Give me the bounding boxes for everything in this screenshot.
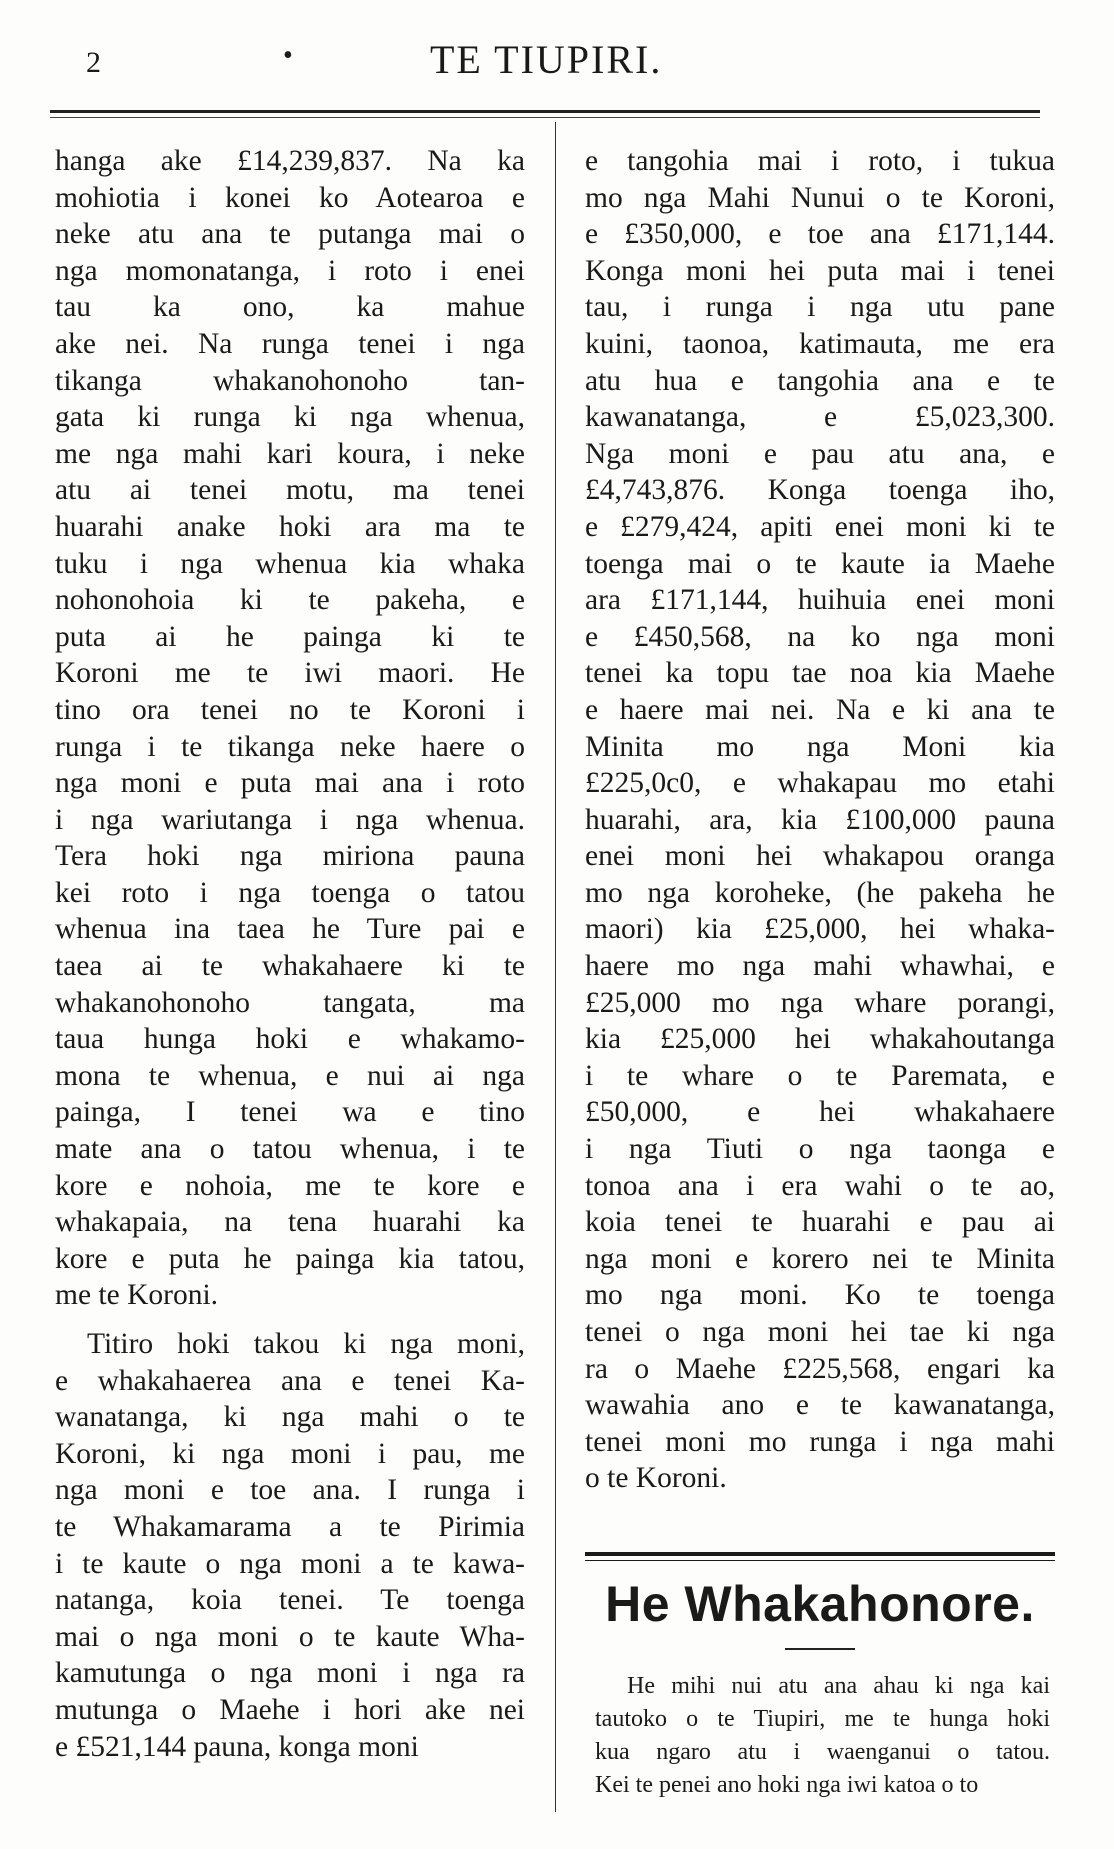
notice-line: tautoko o te Tiupiri, me te hunga hoki xyxy=(595,1706,1050,1732)
text-line: mo nga Mahi Nunui o te Koroni, xyxy=(585,181,1055,214)
text-line: tonoa ana i era wahi o te ao, xyxy=(585,1169,1055,1202)
text-line: tino ora tenei no te Koroni i xyxy=(55,693,525,726)
left-column xyxy=(55,143,525,1765)
text-line: kamutunga o nga moni i nga ra xyxy=(55,1657,525,1690)
text-line: i te kaute o nga moni a te kawa- xyxy=(55,1547,525,1580)
text-line: neke atu ana te putanga mai o xyxy=(55,218,525,251)
text-line: Titiro hoki takou ki nga moni, xyxy=(87,1328,525,1360)
text-line: nga moni e korero nei te Minita xyxy=(585,1242,1055,1275)
text-line: mai o nga moni o te kaute Wha- xyxy=(55,1620,525,1653)
text-line: ake nei. Na runga tenei i nga xyxy=(55,327,525,360)
text-line: taea ai te whakahaere ki te xyxy=(55,950,525,983)
text-line: Koroni me te iwi maori. He xyxy=(55,657,525,690)
text-line: e £521,144 pauna, konga moni xyxy=(55,1730,419,1763)
text-line: haere mo nga mahi whawhai, e xyxy=(585,950,1055,983)
text-line: tikanga whakanohonoho tan- xyxy=(55,364,525,397)
text-line: taua hunga hoki e whakamo- xyxy=(55,1023,525,1056)
text-line: me te Koroni. xyxy=(55,1279,219,1312)
text-line: whenua ina taea he Ture pai e xyxy=(55,913,525,946)
text-line: maori) kia £25,000, hei whaka- xyxy=(585,913,1055,946)
text-line: £4,743,876. Konga toenga iho, xyxy=(585,474,1055,507)
text-line: tenei moni mo runga i nga mahi xyxy=(585,1425,1055,1458)
text-line: runga i te tikanga neke haere o xyxy=(55,730,525,763)
text-line: tenei ka topu tae noa kia Maehe xyxy=(585,657,1055,690)
left-paragraph-1 xyxy=(55,143,525,1314)
text-line: mona te whenua, e nui ai nga xyxy=(55,1059,525,1092)
running-title: TE TIUPIRI. xyxy=(430,37,663,82)
text-line: i te whare o te Paremata, e xyxy=(585,1059,1055,1092)
notice-line: He mihi nui atu ana ahau ki nga kai xyxy=(627,1673,1050,1699)
text-line: nga moni e toe ana. I runga i xyxy=(55,1474,525,1507)
text-line: Koroni, ki nga moni i pau, me xyxy=(55,1437,525,1470)
text-line: nga moni e puta mai ana i roto xyxy=(55,767,525,800)
text-line: mohiotia i konei ko Aotearoa e xyxy=(55,181,525,214)
text-line: kore e nohoia, me te kore e xyxy=(55,1169,525,1202)
text-line: i nga Tiuti o nga taonga e xyxy=(585,1133,1055,1166)
text-line: £50,000, e hei whakahaere xyxy=(585,1096,1055,1129)
text-line: gata ki runga ki nga whenua, xyxy=(55,401,525,434)
header-bullet: • xyxy=(283,40,293,71)
text-line: enei moni hei whakapou oranga xyxy=(585,840,1055,873)
text-line: tenei o nga moni hei tae ki nga xyxy=(585,1316,1055,1348)
text-line: e tangohia mai i roto, i tukua xyxy=(585,145,1055,177)
text-line: wawahia ano e te kawanatanga, xyxy=(585,1389,1055,1422)
section-rule-top xyxy=(585,1552,1055,1556)
text-line: mo nga koroheke, (he pakeha he xyxy=(585,876,1055,909)
text-line: nga momonatanga, i roto i enei xyxy=(55,254,525,287)
text-line: i nga wariutanga i nga whenua. xyxy=(55,803,525,836)
text-line: mo nga moni. Ko te toenga xyxy=(585,1279,1055,1312)
right-column xyxy=(585,143,1055,1497)
text-line: e £279,424, apiti enei moni ki te xyxy=(585,510,1055,543)
text-line: kore e puta he painga kia tatou, xyxy=(55,1242,525,1275)
text-line: hanga ake £14,239,837. Na ka xyxy=(55,145,525,177)
text-line: huarahi anake hoki ara ma te xyxy=(55,510,525,543)
notice-line: Kei te penei ano hoki nga iwi katoa o to xyxy=(595,1772,979,1798)
text-line: te Whakamarama a te Pirimia xyxy=(55,1510,525,1543)
title-underline xyxy=(785,1648,855,1650)
text-line: whakanohonoho tangata, ma xyxy=(55,986,525,1019)
text-line: Nga moni e pau atu ana, e xyxy=(585,437,1055,470)
text-line: Konga moni hei puta mai i tenei xyxy=(585,254,1055,287)
text-line: wanatanga, ki nga mahi o te xyxy=(55,1401,525,1434)
text-line: tau ka ono, ka mahue xyxy=(55,291,525,324)
header-rule-thick xyxy=(50,110,1040,113)
left-paragraph-2 xyxy=(55,1326,525,1765)
text-line: huarahi, ara, kia £100,000 pauna xyxy=(585,803,1055,836)
right-paragraph xyxy=(585,143,1055,1497)
text-line: kei roto i nga toenga o tatou xyxy=(55,876,525,909)
text-line: ra o Maehe £225,568, engari ka xyxy=(585,1352,1055,1385)
notice-line: kua ngaro atu i waenganui o tatou. xyxy=(595,1739,1050,1765)
text-line: nohonohoia ki te pakeha, e xyxy=(55,584,525,617)
page-header xyxy=(0,28,1114,82)
text-line: tuku i nga whenua kia whaka xyxy=(55,547,525,580)
text-line: painga, I tenei wa e tino xyxy=(55,1096,525,1129)
text-line: koia tenei te huarahi e pau ai xyxy=(585,1206,1055,1239)
text-line: e £350,000, e toe ana £171,144. xyxy=(585,218,1055,251)
header-rule-thin xyxy=(50,117,1040,118)
text-line: kuini, taonoa, katimauta, me era xyxy=(585,327,1055,360)
text-line: kawanatanga, e £5,023,300. xyxy=(585,401,1055,434)
text-line: atu hua e tangohia ana e te xyxy=(585,364,1055,397)
text-line: tau, i runga i nga utu pane xyxy=(585,291,1055,324)
text-line: £25,000 mo nga whare porangi, xyxy=(585,986,1055,1019)
notice-text xyxy=(595,1670,1050,1802)
text-line: whakapaia, na tena huarahi ka xyxy=(55,1206,525,1239)
text-line: e whakahaerea ana e tenei Ka- xyxy=(55,1364,525,1397)
section-title: He Whakahonore. xyxy=(605,1576,1035,1632)
column-divider xyxy=(555,122,556,1812)
text-line: natanga, koia tenei. Te toenga xyxy=(55,1584,525,1617)
text-line: £225,0c0, e whakapau mo etahi xyxy=(585,767,1055,800)
text-line: kia £25,000 hei whakahoutanga xyxy=(585,1023,1055,1056)
text-line: ara £171,144, huihuia enei moni xyxy=(585,584,1055,617)
text-line: e haere mai nei. Na e ki ana te xyxy=(585,693,1055,726)
text-line: mutunga o Maehe i hori ake nei xyxy=(55,1693,525,1726)
text-line: e £450,568, na ko nga moni xyxy=(585,620,1055,653)
text-line: me nga mahi kari koura, i neke xyxy=(55,437,525,470)
text-line: Minita mo nga Moni kia xyxy=(585,730,1055,763)
text-line: toenga mai o te kaute ia Maehe xyxy=(585,547,1055,580)
text-line: atu ai tenei motu, ma tenei xyxy=(55,474,525,507)
text-line: Tera hoki nga miriona pauna xyxy=(55,840,525,873)
text-line: o te Koroni. xyxy=(585,1462,727,1495)
text-line: puta ai he painga ki te xyxy=(55,620,525,653)
page-number: 2 xyxy=(86,46,101,79)
section-rule-thin xyxy=(585,1560,1055,1561)
text-line: mate ana o tatou whenua, i te xyxy=(55,1133,525,1166)
